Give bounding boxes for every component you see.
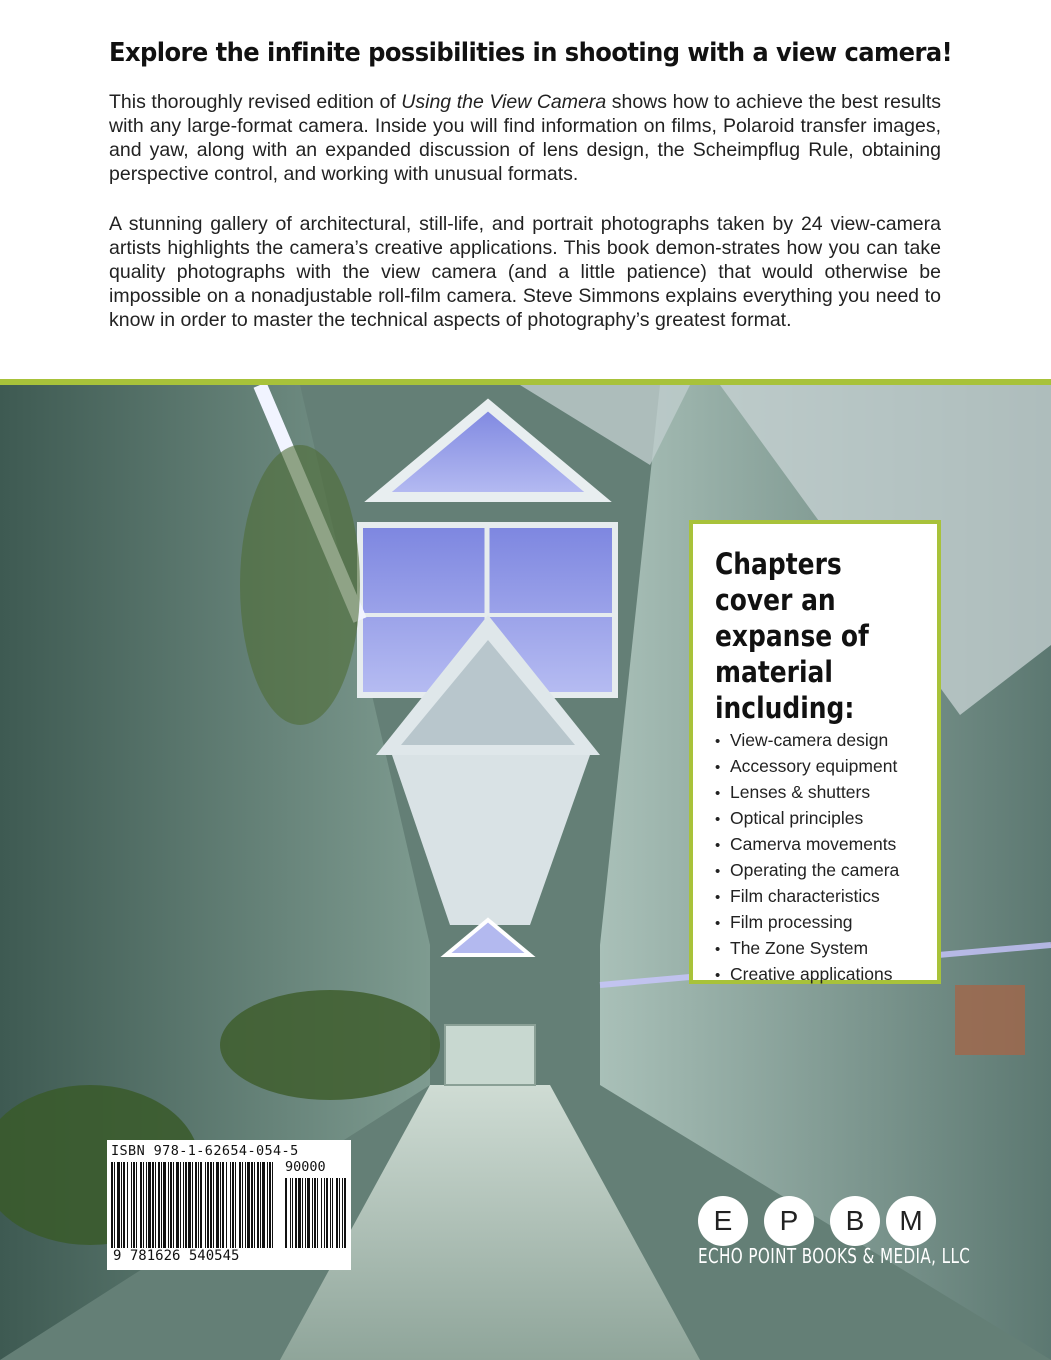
barcode-bar <box>254 1162 255 1248</box>
barcode-bar <box>148 1162 151 1248</box>
barcode-digits: 9 781626 540545 <box>113 1248 240 1264</box>
barcode-bar <box>247 1162 250 1248</box>
chapter-label: View-camera design <box>730 730 889 750</box>
barcode-bar <box>173 1162 174 1248</box>
bullet-icon: • <box>715 811 721 828</box>
bullet-icon: • <box>715 889 721 906</box>
barcode-bar <box>163 1162 166 1248</box>
barcode-bar <box>222 1162 224 1248</box>
barcode-bar <box>176 1162 179 1248</box>
back-cover-text-panel <box>0 0 1051 383</box>
wall-artwork <box>955 985 1025 1055</box>
logo-letter-p: P <box>764 1196 814 1246</box>
barcode-bar <box>127 1162 128 1248</box>
barcode-bar <box>210 1162 212 1248</box>
chapter-label: Film characteristics <box>730 886 880 906</box>
chapter-label: Optical principles <box>730 808 864 828</box>
barcode-bar <box>136 1162 137 1248</box>
list-item <box>715 910 899 936</box>
price-code: 90000 <box>285 1159 326 1175</box>
barcode-bar <box>123 1162 125 1248</box>
barcode-bar <box>220 1162 221 1248</box>
price-bar <box>344 1178 346 1248</box>
book-title: Using the View Camera <box>401 91 607 113</box>
barcode-bar <box>161 1162 162 1248</box>
barcode-bar <box>239 1162 241 1248</box>
list-item <box>715 936 899 962</box>
logo-letter-b: B <box>830 1196 880 1246</box>
list-item <box>715 858 899 884</box>
barcode-bar <box>133 1162 135 1248</box>
barcode-bar <box>168 1162 169 1248</box>
barcode-bar <box>269 1162 271 1248</box>
barcode-bar <box>230 1162 231 1248</box>
barcode-bar <box>117 1162 120 1248</box>
price-bar <box>314 1178 316 1248</box>
price-bar <box>324 1178 325 1248</box>
chapters-heading: Chapters cover an expanse of material including: <box>715 547 869 725</box>
barcode-bar <box>272 1162 273 1248</box>
barcode-bar <box>200 1162 202 1248</box>
bullet-icon: • <box>715 863 721 880</box>
list-item <box>715 728 899 754</box>
bullet-icon: • <box>715 785 721 802</box>
list-item <box>715 962 899 988</box>
price-bar <box>321 1178 322 1248</box>
barcode-bar <box>245 1162 246 1248</box>
price-bar <box>302 1178 303 1248</box>
chapters-box <box>689 520 941 984</box>
price-bar <box>332 1178 333 1248</box>
barcode-bar <box>207 1162 209 1248</box>
bullet-icon: • <box>715 733 721 750</box>
chapters-list <box>715 728 899 988</box>
chapter-label: Camerva movements <box>730 834 897 854</box>
chapter-label: Operating the camera <box>730 860 900 880</box>
list-item <box>715 832 899 858</box>
description-paragraph-1 <box>109 90 941 186</box>
chapter-label: Creative applications <box>730 964 893 984</box>
barcode-bar <box>158 1162 160 1248</box>
bullet-icon: • <box>715 967 721 984</box>
barcode-bar <box>260 1162 261 1248</box>
barcode-bar <box>195 1162 197 1248</box>
publisher-name: ECHO POINT BOOKS & MEDIA, LLC <box>698 1244 971 1268</box>
barcode-bar <box>205 1162 206 1248</box>
price-bar <box>298 1178 301 1248</box>
barcode-bar <box>111 1162 113 1248</box>
barcode-bar <box>262 1162 265 1248</box>
chapter-label: Film processing <box>730 912 853 932</box>
barcode-bar <box>235 1162 236 1248</box>
barcode-bar <box>143 1162 144 1248</box>
price-bar <box>312 1178 313 1248</box>
isbn-number: ISBN 978-1-62654-054-5 <box>111 1143 299 1159</box>
price-bar <box>342 1178 343 1248</box>
list-item <box>715 806 899 832</box>
chapter-label: Lenses & shutters <box>730 782 871 802</box>
barcode-bar <box>185 1162 187 1248</box>
headline: Explore the infinite possibilities in shooting with a view camera! <box>109 38 953 68</box>
p1-lead: This thoroughly revised edition of <box>109 91 402 113</box>
price-bar <box>307 1178 310 1248</box>
logo-letter-e: E <box>698 1196 748 1246</box>
bullet-icon: • <box>715 759 721 776</box>
barcode-bar <box>146 1162 147 1248</box>
barcode-bar <box>183 1162 184 1248</box>
list-item <box>715 754 899 780</box>
price-bar <box>290 1178 291 1248</box>
isbn-barcode <box>107 1140 351 1270</box>
barcode-bar <box>198 1162 199 1248</box>
price-bar <box>330 1178 331 1248</box>
barcode-bar <box>213 1162 214 1248</box>
barcode-bar <box>180 1162 181 1248</box>
list-item <box>715 780 899 806</box>
barcode-bar <box>152 1162 154 1248</box>
list-item <box>715 884 899 910</box>
price-bar <box>295 1178 297 1248</box>
price-bar <box>339 1178 340 1248</box>
barcode-bar <box>257 1162 259 1248</box>
barcode-bar <box>188 1162 191 1248</box>
price-bar <box>305 1178 306 1248</box>
barcode-bar <box>114 1162 115 1248</box>
barcode-bar <box>242 1162 243 1248</box>
barcode-bar <box>155 1162 156 1248</box>
logo-letter-m: M <box>886 1196 936 1246</box>
price-bar <box>326 1178 328 1248</box>
barcode-bar <box>140 1162 142 1248</box>
bullet-icon: • <box>715 915 721 932</box>
plant-cluster-1 <box>220 990 440 1100</box>
p1-rest: shows how to achieve the best results with any large-format camera. Inside you will find information on films, Polaroid transfer images, and yaw, along with an expanded discussion of lens design, the Scheimpflug Rule, obtaining perspective control, and working with unusual formats. <box>109 91 942 185</box>
barcode-bar <box>251 1162 253 1248</box>
price-bar <box>292 1178 293 1248</box>
barcode-bar <box>192 1162 193 1248</box>
chapter-label: Accessory equipment <box>730 756 898 776</box>
far-doors <box>445 1025 535 1085</box>
barcode-bar <box>170 1162 172 1248</box>
barcode-bar <box>267 1162 268 1248</box>
price-bar <box>285 1178 287 1248</box>
barcode-bar <box>232 1162 234 1248</box>
plant-cluster-3 <box>240 445 360 725</box>
barcode-bar <box>216 1162 219 1248</box>
barcode-bar <box>226 1162 227 1248</box>
barcode-bar <box>131 1162 132 1248</box>
description-paragraph-2: A stunning gallery of architectural, still-life, and portrait photographs taken by 24 view-camera artists highlights the camera’s creative applications. This book demon-strates how you can take quality photographs with the view camera (and a little patience) that would otherwise be impossible on a nonadjustable roll-film camera. Steve Simmons explains everything you need to know in order to master the technical aspects of photography’s greatest format. <box>109 213 941 331</box>
bullet-icon: • <box>715 837 721 854</box>
price-bar <box>317 1178 318 1248</box>
price-bar <box>336 1178 338 1248</box>
chapter-label: The Zone System <box>730 938 869 958</box>
barcode-bar <box>121 1162 122 1248</box>
publisher-logo <box>694 1196 971 1272</box>
bullet-icon: • <box>715 941 721 958</box>
